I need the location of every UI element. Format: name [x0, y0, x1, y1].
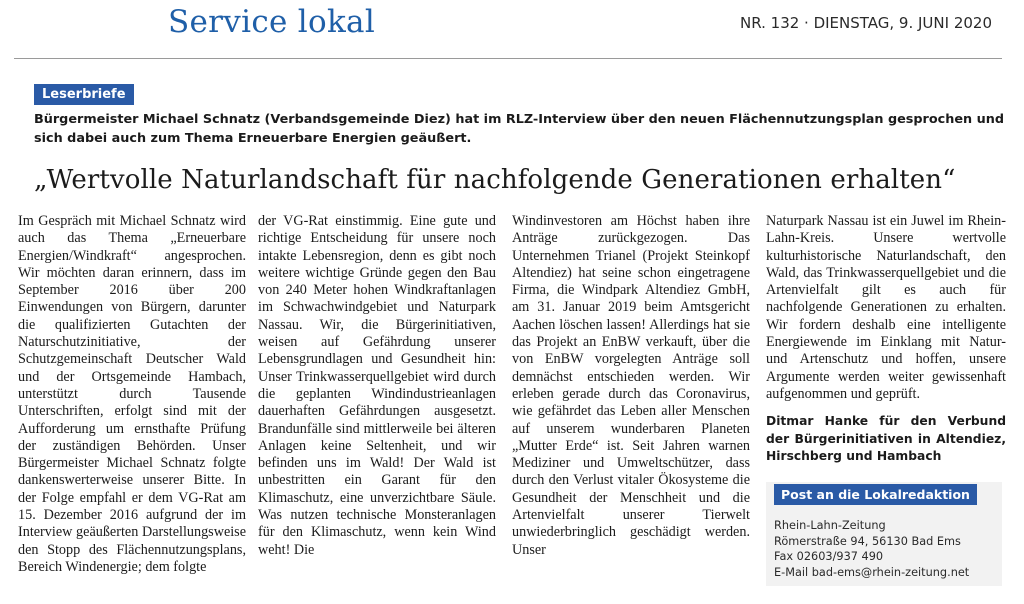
- contact-details: [774, 518, 1000, 580]
- contact-email[interactable]: E-Mail bad-ems@rhein-zeitung.net: [774, 565, 970, 579]
- contact-box-title: Post an die Lokalredaktion: [774, 484, 977, 505]
- section-title: Service lokal: [168, 4, 376, 40]
- column-text: der VG-Rat einstimmig. Eine gute und richtige Entscheidung für unsere noch intakte Lebensregion, denn es gibt noch weitere wichtige Gründe gegen den Bau von 240 Meter hohen Windkraftanlagen im Schwachwindgebiet und Naturpark Nassau. Wir, die Bürgerinitiativen, weisen auf Gefährdung unserer Lebensgrundlagen und Gesundheit hin: Unser Trinkwasserquellgebiet wird durch die geplanten Windindustrieanlagen dauerhaften Gefährdungen ausgesetzt. Brandunfälle sind mittlerweile bei älteren Anlagen keine Seltenheit, und wir befinden uns im Wald! Der Wald ist unbestritten ein Garant für den Klimaschutz, eine unverzichtbare Säule. Was nutzen technische Monsteranlagen für den Klimaschutz, wenn kein Wind weht! Die: [258, 213, 496, 558]
- contact-newspaper: Rhein-Lahn-Zeitung: [774, 519, 886, 532]
- article-column-3: [512, 213, 750, 601]
- contact-fax: Fax 02603/937 490: [774, 550, 884, 563]
- section-tag: Leserbriefe: [34, 84, 134, 105]
- article-column-1: [18, 213, 246, 601]
- column-text: Naturpark Nassau ist ein Juwel im Rhein-Lahn-Kreis. Unsere wertvolle kulturhistorische Naturlandschaft, den Wald, das Trinkwasserquellgebiet und die Artenvielfalt gilt es auch für nachfolgende Generationen zu erhalten. Wir fordern deshalb eine intelligente Energiewende im Einklang mit Natur- und Artenschutz und hoffen, unsere Argumente werden weiter gewissenhaft aufgenommen und geprüft.: [766, 213, 1006, 402]
- issue-date: NR. 132 · DIENSTAG, 9. JUNI 2020: [740, 14, 992, 32]
- contact-box: [766, 482, 1002, 586]
- masthead: [0, 0, 1024, 60]
- column-text: Im Gespräch mit Michael Schnatz wird auch das Thema „Erneuerbare Energien/Windkraft“ angesprochen. Wir möchten daran erinnern, dass im September 2016 über 200 Einwendungen von Bürgern, darunter die qualifizierten Gutachten der Naturschutzinitiative, der Schutzgemeinschaft Deutscher Wald und der Ortsgemeinde Hambach, unterstützt durch Tausende Unterschriften, erfolgt sind mit der Aufforderung um ernsthafte Prüfung der zuständigen Behörden. Unser Bürgermeister Michael Schnatz folgte dankenswerterweise unserer Bitte. In der Folge empfahl er dem VG-Rat am 15. Dezember 2016 aufgrund der im Interview geäußerten Darstellungsweise den Stopp des Flächennutzungsplans, Bereich Windenergie; dem folgte: [18, 213, 246, 575]
- letter-signature: Ditmar Hanke für den Verbund der Bürgerinitiativen in Altendiez, Hirschberg und Hambach: [766, 414, 1006, 463]
- article-column-4: [766, 213, 1006, 413]
- contact-address: Römerstraße 94, 56130 Bad Ems: [774, 534, 961, 548]
- column-text: Windinvestoren am Höchst haben ihre Anträge zurückgezogen. Das Unternehmen Trianel (Projekt Steinkopf Altendiez) hat seine schon eingetragene Firma, die Windpark Altendiez GmbH, am 31. Januar 2019 beim Amtsgericht Aachen löschen lassen! Allerdings hat sie das Projekt an EnBW verkauft, über die von EnBW vorgelegten Anträge soll demnächst entschieden werden. Wir erleben gerade durch das Coronavirus, wie gefährdet das Leben aller Menschen auf unserem wunderbaren Planeten „Mutter Erde“ ist. Seit Jahren warnen Mediziner und Umweltschützer, dass durch den Verlust vitaler Ökosysteme die Gesundheit der Menschheit und die Artenvielfalt unserer Tierwelt unwiederbringlich geschädigt werden. Unser: [512, 213, 750, 558]
- article-teaser: Bürgermeister Michael Schnatz (Verbandsgemeinde Diez) hat im RLZ-Interview über den neuen Flächennutzungsplan gesprochen und sich dabei auch zum Thema Erneuerbare Energien geäußert.: [34, 112, 1004, 146]
- article-headline: „Wertvolle Naturlandschaft für nachfolgende Generationen erhalten“: [34, 165, 956, 195]
- masthead-rule: [14, 58, 1002, 59]
- article-column-2: [258, 213, 496, 601]
